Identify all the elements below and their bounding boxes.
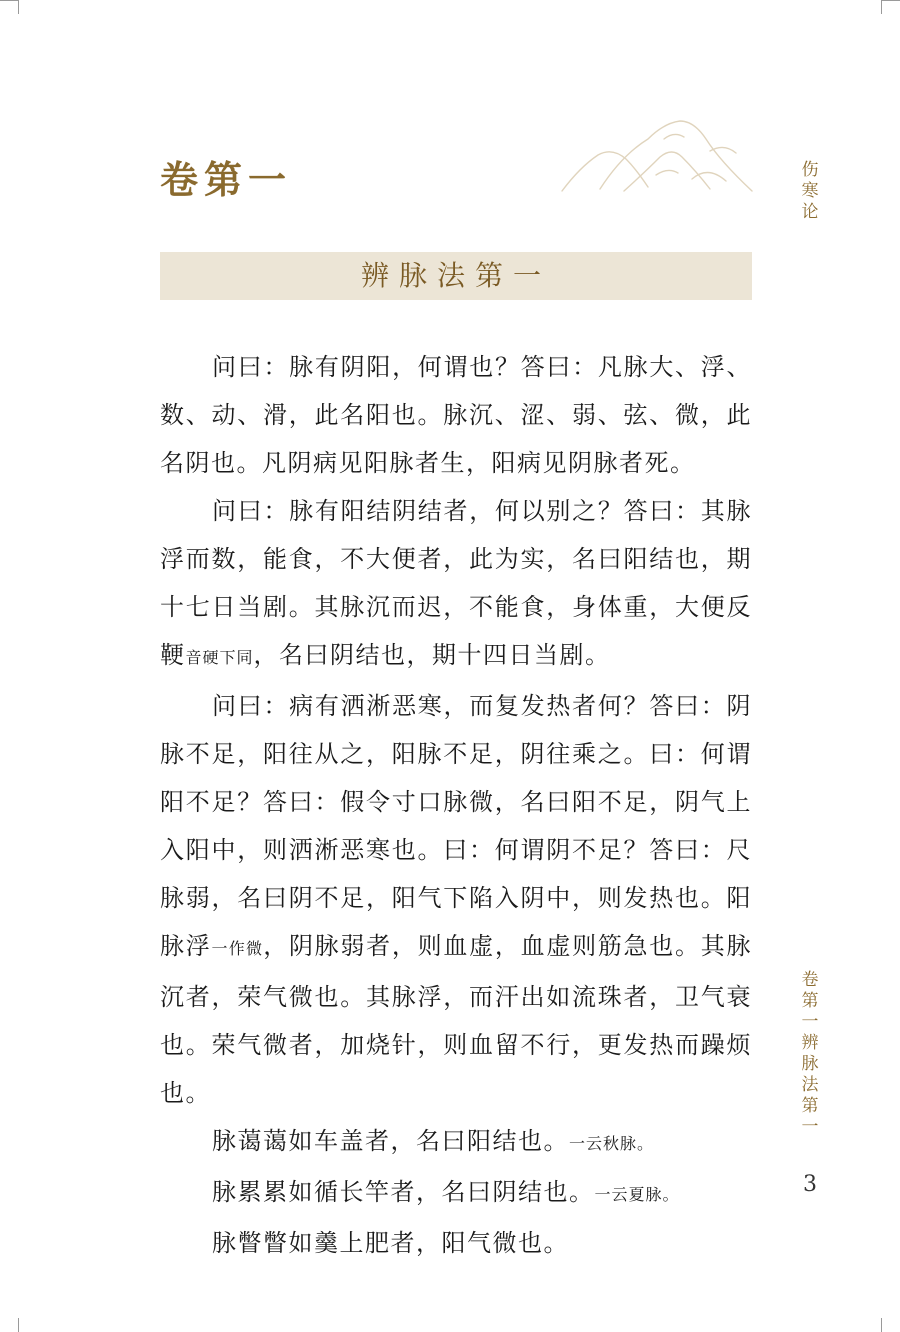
running-section-title: 卷第一 辨脉法第一 xyxy=(801,970,819,1137)
paragraph xyxy=(160,1219,752,1267)
annotation-note: 一云秋脉。 xyxy=(569,1134,655,1153)
section-title: 辨脉法第一 xyxy=(360,259,551,292)
mountains-icon xyxy=(560,115,755,197)
annotation-note: 音硬下同 xyxy=(185,648,254,667)
running-title: 伤寒论 xyxy=(801,160,819,222)
page-number: 3 xyxy=(803,1172,817,1197)
paragraph-text: 问曰：脉有阳结阴结者，何以别之？答曰：其脉浮而数，能食，不大便者，此为实，名曰阳结也，期十七日当剧。其脉沉而迟，不能食，身体重，大便反鞕 xyxy=(160,497,752,669)
crop-mark xyxy=(18,1318,19,1332)
crop-mark xyxy=(881,0,882,14)
paragraph-text: 问曰：病有洒淅恶寒，而复发热者何？答曰：阴脉不足，阳往从之，阳脉不足，阴往乘之。曰：何谓阳不足？答曰：假令寸口脉微，名曰阳不足，阴气上入阳中，则洒淅恶寒也。曰：何谓阴不足？答曰：尺脉弱，名曰阴不足，阳气下陷入阴中，则发热也。阳脉浮 xyxy=(160,692,752,960)
paragraph xyxy=(160,343,752,487)
body-text xyxy=(160,343,752,1267)
crop-mark xyxy=(881,1318,882,1332)
crop-mark xyxy=(882,0,900,1)
paragraph-text: 脉累累如循长竿者，名曰阴结也。 xyxy=(212,1178,595,1206)
annotation-note: 一作微 xyxy=(211,939,264,958)
chapter-title: 卷第一 xyxy=(160,157,293,202)
paragraph xyxy=(160,1168,752,1219)
paragraph-text: 脉瞥瞥如羹上肥者，阳气微也。 xyxy=(212,1229,569,1257)
annotation-note: 一云夏脉。 xyxy=(594,1185,680,1204)
crop-mark xyxy=(0,0,18,1)
paragraph-text: 问曰：脉有阴阳，何谓也？答曰：凡脉大、浮、数、动、滑，此名阳也。脉沉、涩、弱、弦、微，此名阴也。凡阴病见阳脉者生，阳病见阴脉者死。 xyxy=(160,353,752,477)
paragraph xyxy=(160,487,752,682)
paragraph-text: 脉蔼蔼如车盖者，名曰阳结也。 xyxy=(212,1127,569,1155)
paragraph xyxy=(160,682,752,1117)
section-title-banner xyxy=(160,252,752,300)
paragraph xyxy=(160,1117,752,1168)
paragraph-text: ，阴脉弱者，则血虚，血虚则筋急也。其脉沉者，荣气微也。其脉浮，而汗出如流珠者，卫气衰也。荣气微者，加烧针，则血留不行，更发热而躁烦也。 xyxy=(160,932,752,1107)
paragraph-text: ，名曰阴结也，期十四日当剧。 xyxy=(253,641,611,669)
crop-mark xyxy=(18,0,19,14)
